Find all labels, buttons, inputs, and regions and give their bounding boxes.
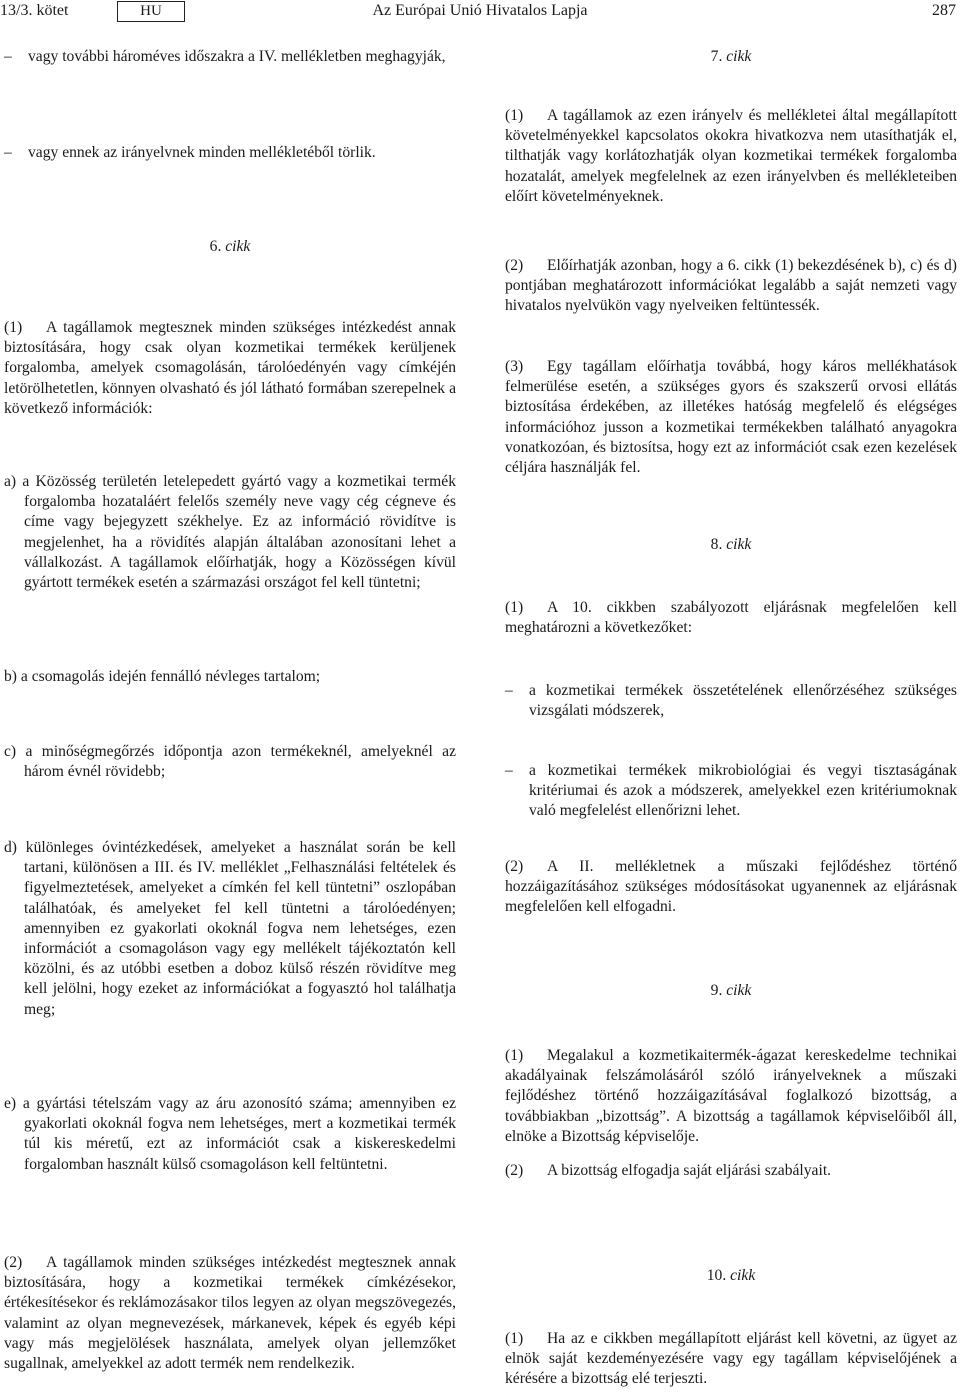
- paragraph: (1) A tagállamok megtesznek minden szükséges intézkedést annak biztosítására, hogy csak olyan kozmetikai termékek kerüljenek forgalomba, amelyek csomagolásán, tárolóedényén vagy címkéjén letörölhetetlen, könnyen olvasható és jól látható formában szerepelnek a következő információk:: [4, 319, 456, 417]
- paragraph: (2) A tagállamok minden szükséges intézkedést megtesznek annak biztosítására, hogy a kozmetikai termékek címkézésekor, értékesítésekor és reklámozásakor tilos legyen az olyan megszövegezés, valamint az olyan megnevezések, márkanevek, képek és egyéb képi vagy más megjelölések használata, amelyek olyan jellemzőket sugallnak, amelyekkel az adott termék nem rendelkezik.: [4, 1254, 456, 1373]
- paragraph: (3) Egy tagállam előírhatja továbbá, hogy káros mellékhatások felmerülése esetén, a szükséges gyors és szakszerű orvosi ellátás biztosítása érdekében, az illetékes hatóság megfelelő és elégséges információhoz jusson a kozmetikai termékekben található anyagokra vonatkozóan, és biztosítsa, hogy ezt az információt csak ezen kezelések céljára használják fel.: [505, 358, 957, 477]
- language-badge: HU: [117, 1, 185, 22]
- paragraph: (1) A 10. cikkben szabályozott eljárásnak megfelelően kell meghatározni a következőket:: [505, 599, 957, 637]
- page-number: 287: [932, 2, 956, 19]
- paragraph: (2) Előírhatják azonban, hogy a 6. cikk (1) bekezdésének b), c) és d) pontjában meghatározott információkat legalább a saját nemzeti vagy hivatalos nyelvükön vagy nyelveiken feltüntessék.: [505, 257, 957, 315]
- volume-label: 13/3. kötet: [0, 2, 69, 19]
- dash-item: – vagy további hároméves időszakra a IV. mellékletben meghagyják,: [4, 48, 446, 65]
- list-item-e: e) a gyártási tételszám vagy az áru azonosító száma; amennyiben ez gyakorlati okoknál fogva nem lehetséges, mert a kozmetikai termék túl kis méretű, ezt az információt csak a kiskereskedelmi forgalomban használt külső csomagoláson kell feltüntetni.: [4, 1095, 456, 1173]
- article-10-heading: 10. cikk: [706, 1267, 756, 1284]
- paragraph: (1) Megalakul a kozmetikaitermék-ágazat kereskedelme technikai akadályainak felszámolásáról szóló irányelveknek a műszaki fejlődéshez történő hozzáigazításával foglalkozó bizottság, a továbbiakban „bizottság”. A bizottság a tagállamok képviselőiből áll, elnöke a Bizottság képviselője.: [505, 1047, 957, 1145]
- list-item-b: b) a csomagolás idején fennálló névleges tartalom;: [4, 668, 321, 685]
- article-8-heading: 8. cikk: [710, 536, 752, 553]
- article-7-heading: 7. cikk: [710, 48, 752, 65]
- journal-title: Az Európai Unió Hivatalos Lapja: [372, 2, 588, 19]
- dash-item: – a kozmetikai termékek összetételének ellenőrzéséhez szükséges vizsgálati módszerek,: [505, 682, 957, 720]
- paragraph: (2) A II. mellékletnek a műszaki fejlődéshez történő hozzáigazításához szükséges módosításokat ugyanennek az eljárásnak megfelelően kell elfogadni.: [505, 858, 957, 916]
- paragraph: (1) A tagállamok az ezen irányelv és mellékletei által megállapított követelményekkel kapcsolatos okokra hivatkozva nem utasíthatják el, tilthatják vagy korlátozhatják olyan kozmetikai termékek forgalomba hozatalát, amelyek megfelelnek az ezen irányelvben és mellékleteiben előírt követelményeknek.: [505, 107, 957, 205]
- list-item-a: a) a Közösség területén letelepedett gyártó vagy a kozmetikai termék forgalomba hozataláért felelős személy neve vagy cég cégneve és címe vagy bejegyzett székhelye. Ez az információ rövidítve is megjelenhet, ha a rövidítés alapján általában azonosítani lehet a vállalkozást. A tagállamok előírhatják, hogy a Közösségen kívül gyártott termékek esetén a származási országot fel kell tüntetni;: [4, 473, 456, 592]
- list-item-c: c) a minőségmegőrzés időpontja azon termékeknél, amelyeknél az három évnél rövidebb;: [4, 743, 456, 781]
- article-6-heading: 6. cikk: [209, 238, 251, 255]
- paragraph: (1) Ha az e cikkben megállapított eljárást kell követni, az ügyet az elnök saját kezdeményezésére vagy egy tagállam képviselőjének a kérésére a bizottság elé terjeszti.: [505, 1330, 957, 1388]
- dash-item: – a kozmetikai termékek mikrobiológiai és vegyi tisztaságának kritériumai és azok a módszerek, amelyekkel ezen kritériumoknak való megfelelést ellenőrizni lehet.: [505, 762, 957, 820]
- article-9-heading: 9. cikk: [710, 982, 752, 999]
- dash-item: – vagy ennek az irányelvnek minden mellékletéből törlik.: [4, 144, 376, 161]
- paragraph: (2) A bizottság elfogadja saját eljárási szabályait.: [505, 1162, 832, 1179]
- list-item-d: d) különleges óvintézkedések, amelyeket a használat során be kell tartani, különösen a III. és IV. melléklet „Felhasználási feltételek és figyelmeztetések, amelyeket a címkén fel kell tüntetni” oszlopában találhatóak, és amelyeket fel kell tüntetni a tárolóedényen; amennyiben ez gyakorlati okoknál fogva nem lehetséges, ezen információt a csomagoláson vagy egy mellékelt tájékoztatón kell közölni, és az utóbbi esetben a doboz külső részén rövidítve meg kell jelölni, hogy ezeket az információkat a fogyasztó hol találhatja meg;: [4, 839, 456, 1018]
- page-header: [0, 0, 960, 26]
